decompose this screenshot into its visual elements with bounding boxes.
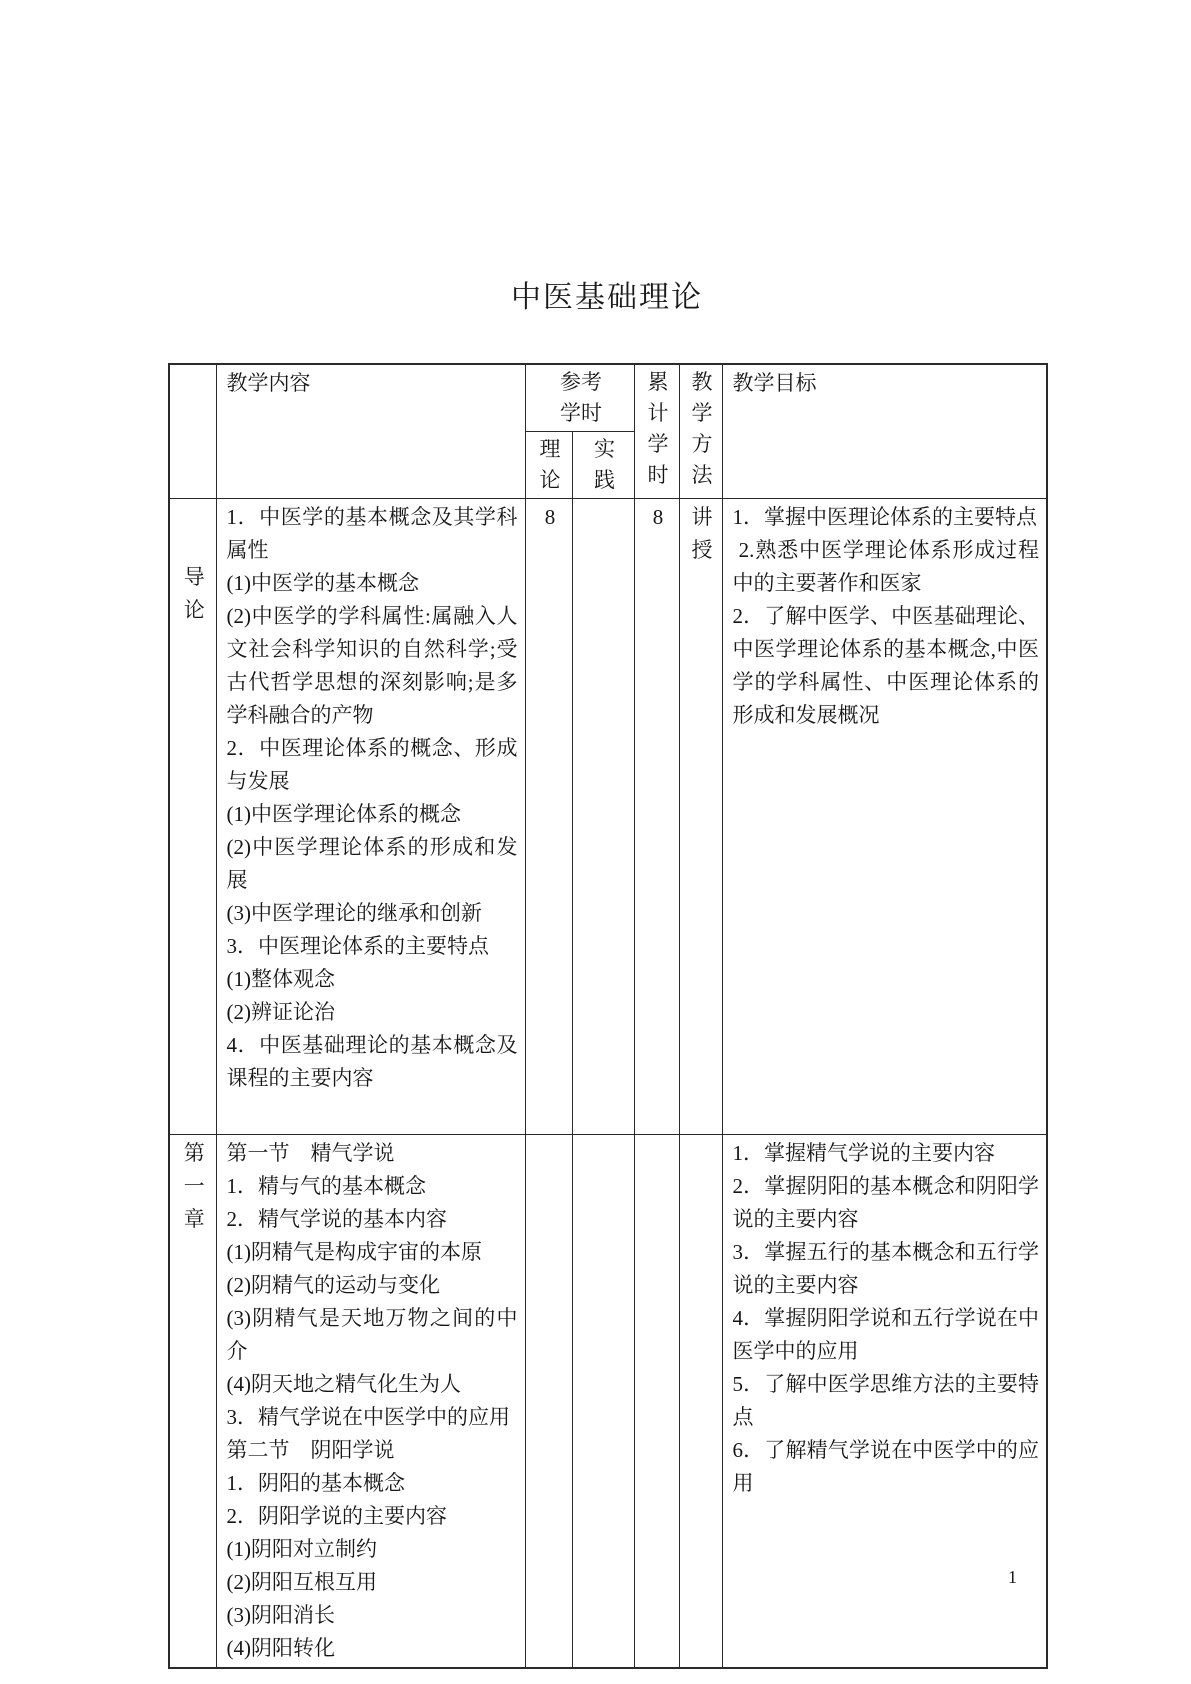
page-number: 1 — [1008, 1567, 1017, 1587]
teaching-method-cell — [679, 1135, 722, 1669]
teaching-objective-cell — [722, 1135, 1047, 1669]
chapter-label: 第一章 — [183, 1141, 205, 1231]
paragraph: (3)阴阳消长 — [226, 1603, 335, 1627]
header-reference-hours-label: 参考学时 — [560, 370, 602, 425]
teaching-method-cell — [679, 499, 722, 1135]
paragraph: 5．了解中医学思维方法的主要特点 — [732, 1372, 1040, 1429]
paragraph: 3．中医理论体系的主要特点 — [226, 934, 489, 958]
header-cumulative-hours-label: 累计学时 — [647, 370, 669, 487]
page-title: 中医基础理论 — [511, 281, 703, 314]
paragraph: 2．阴阳学说的主要内容 — [226, 1504, 447, 1528]
paragraph: 第一节 精气学说 — [226, 1141, 395, 1165]
paragraph: 4．中医基础理论的基本概念及课程的主要内容 — [226, 1033, 518, 1090]
paragraph: (2)阴精气的运动与变化 — [226, 1273, 440, 1297]
paragraph: (2)中医学的学科属性:属融入人文社会科学知识的自然科学;受古代哲学思想的深刻影响;是多学科融合的产物 — [226, 604, 518, 727]
header-cumulative-hours-cell — [634, 364, 679, 499]
paragraph: 3．精气学说在中医学中的应用 — [226, 1405, 510, 1429]
paragraph: 1．精与气的基本概念 — [226, 1174, 426, 1198]
paragraph: (2)阴阳互根互用 — [226, 1570, 377, 1594]
paragraph: 2．中医理论体系的概念、形成与发展 — [226, 736, 518, 793]
paragraph: 2．精气学说的基本内容 — [226, 1207, 447, 1231]
paragraph: 4．掌握阴阳学说和五行学说在中医学中的应用 — [732, 1306, 1040, 1363]
practice-hours-cell — [572, 499, 634, 1135]
header-chapter-blank-cell — [169, 364, 216, 499]
subheader-practice-label: 实践 — [594, 437, 615, 492]
teaching-content-text — [227, 501, 518, 1095]
paragraph: 1．阴阳的基本概念 — [226, 1471, 405, 1495]
paragraph: (1)整体观念 — [226, 967, 335, 991]
header-reference-hours-cell — [525, 364, 634, 432]
paragraph: (1)阴精气是构成宇宙的本原 — [226, 1240, 482, 1264]
paragraph: 6．了解精气学说在中医学中的应用 — [732, 1438, 1040, 1495]
teaching-content-cell — [216, 499, 525, 1135]
cumulative-hours-cell — [634, 1135, 679, 1669]
paragraph: 第二节 阴阳学说 — [226, 1438, 395, 1462]
subheader-theory-label: 理论 — [539, 437, 561, 492]
practice-hours-cell — [572, 1135, 634, 1669]
theory-hours-cell: 8 — [525, 499, 572, 1135]
paragraph: (1)阴阳对立制约 — [226, 1537, 377, 1561]
header-teaching-content-cell — [216, 364, 525, 499]
teaching-objective-text — [733, 1137, 1040, 1500]
teaching-objective-cell — [722, 499, 1047, 1135]
subheader-practice-cell — [572, 432, 634, 499]
header-teaching-objective-label: 教学目标 — [732, 371, 817, 395]
paragraph: (4)阴天地之精气化生为人 — [226, 1372, 461, 1396]
chapter-label-cell — [169, 499, 216, 1135]
teaching-objective-text — [733, 501, 1040, 732]
teaching-method-text: 讲授 — [691, 505, 713, 562]
table-header-row — [169, 364, 1047, 432]
cumulative-hours-cell: 8 — [634, 499, 679, 1135]
header-teaching-method-label: 教学方法 — [691, 370, 713, 487]
syllabus-table — [168, 363, 1048, 1669]
paragraph: (3)阴精气是天地万物之间的中介 — [226, 1306, 518, 1363]
header-teaching-method-cell — [679, 364, 722, 499]
paragraph: (1)中医学理论体系的概念 — [226, 802, 461, 826]
paragraph: 1．掌握精气学说的主要内容 — [732, 1141, 996, 1165]
teaching-content-cell — [216, 1135, 525, 1669]
paragraph: 2.熟悉中医学理论体系形成过程中的主要著作和医家 — [732, 538, 1040, 595]
teaching-content-text — [227, 1137, 518, 1665]
paragraph: (3)中医学理论的继承和创新 — [226, 901, 482, 925]
chapter-label-cell — [169, 1135, 216, 1669]
paragraph: 1．掌握中医理论体系的主要特点 — [732, 505, 1038, 529]
paragraph: (1)中医学的基本概念 — [226, 571, 419, 595]
table-row-chapter-one — [169, 1135, 1047, 1669]
subheader-theory-cell — [525, 432, 572, 499]
paragraph: 2．掌握阴阳的基本概念和阴阳学说的主要内容 — [732, 1174, 1040, 1231]
paragraph: (2)辨证论治 — [226, 1000, 335, 1024]
table-row-introduction — [169, 499, 1047, 1135]
theory-hours-cell — [525, 1135, 572, 1669]
paragraph: (2)中医学理论体系的形成和发展 — [226, 835, 518, 892]
header-teaching-content-label: 教学内容 — [226, 371, 311, 395]
paragraph: 2．了解中医学、中医基础理论、中医学理论体系的基本概念,中医学的学科属性、中医理论体系的形成和发展概况 — [732, 604, 1040, 727]
chapter-label: 导论 — [183, 565, 205, 622]
paragraph: (4)阴阳转化 — [226, 1636, 335, 1660]
header-teaching-objective-cell — [722, 364, 1047, 499]
paragraph: 1．中医学的基本概念及其学科属性 — [226, 505, 518, 562]
paragraph: 3．掌握五行的基本概念和五行学说的主要内容 — [732, 1240, 1040, 1297]
